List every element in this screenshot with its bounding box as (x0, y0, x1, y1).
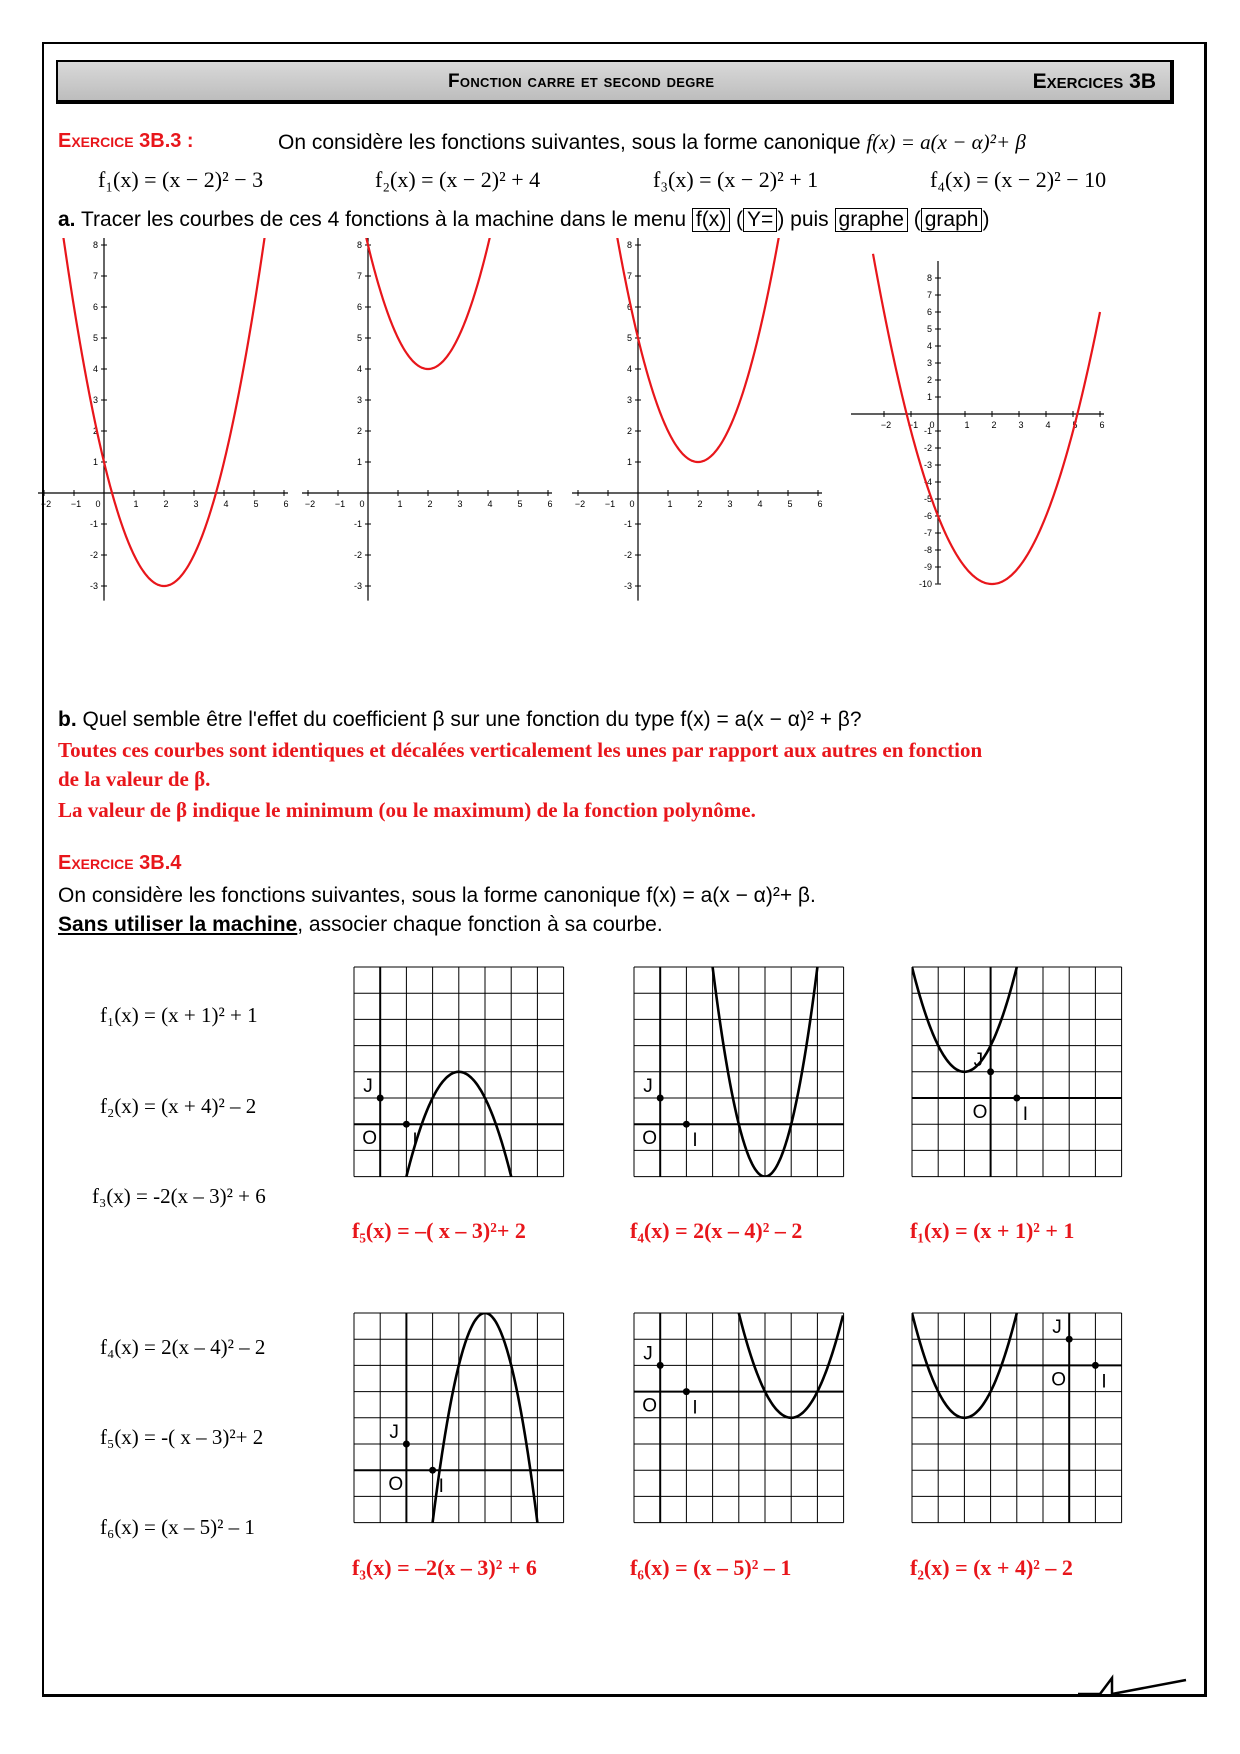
x-tick-label: 6 (817, 499, 823, 509)
label-j: J (363, 1076, 373, 1097)
y-tick-label: 3 (92, 395, 98, 405)
answer-line-2: de la valeur de β. (58, 767, 211, 791)
grid-graph-5 (634, 1275, 844, 1523)
y-tick-label: -1 (623, 519, 632, 529)
x-tick-label: 2 (991, 420, 997, 430)
y-tick-label: -9 (923, 562, 932, 572)
y-tick-label: -10 (918, 579, 932, 589)
y-tick-label: 1 (356, 457, 362, 467)
point-i (429, 1467, 436, 1474)
y-tick-label: -4 (923, 477, 932, 487)
part-b: b. Quel semble être l'effet du coefficient β sur une fonction du type f(x) = a(x − α)² + β? (58, 708, 862, 731)
key-graph: graph (921, 208, 983, 232)
x-tick-label: 0 (359, 499, 365, 509)
y-tick-label: 4 (926, 341, 932, 351)
key-y: Y= (743, 208, 777, 232)
ex2-function-f2: f₂(x) = (x + 4)² – 2 (100, 1094, 257, 1118)
y-tick-label: 8 (626, 240, 632, 250)
x-tick-label: 4 (487, 499, 493, 509)
x-tick-label: 3 (727, 499, 733, 509)
label-o: O (972, 1102, 988, 1123)
y-tick-label: 7 (92, 271, 98, 281)
y-tick-label: -6 (923, 511, 932, 521)
y-tick-label: 8 (926, 273, 932, 283)
y-tick-label: 2 (626, 426, 632, 436)
exercise-3b4-intro: On considère les fonctions suivantes, sous la forme canonique f(x) = a(x − α)²+ β. (58, 884, 816, 907)
function-f3: f₃(x) = (x − 2)² + 1 (653, 167, 819, 192)
y-tick-label: -2 (353, 550, 362, 560)
point-j (1066, 1336, 1073, 1343)
answer-line-3: La valeur de β indique le minimum (ou le maximum) de la fonction polynôme. (58, 798, 756, 822)
x-tick-label: 0 (95, 499, 101, 509)
y-tick-label: 8 (92, 240, 98, 250)
y-tick-label: -3 (923, 460, 932, 470)
point-i (1092, 1362, 1099, 1369)
point-j (657, 1095, 664, 1102)
x-tick-label: −2 (880, 420, 892, 430)
x-tick-label: 1 (667, 499, 673, 509)
x-tick-label: 1 (133, 499, 139, 509)
y-tick-label: -2 (89, 550, 98, 560)
x-tick-label: −1 (907, 420, 919, 430)
y-tick-label: -3 (89, 581, 98, 591)
x-tick-label: 5 (253, 499, 259, 509)
calc-graph-f2 (302, 238, 553, 601)
parabola-curve (730, 1275, 843, 1418)
calculator-graphs (0, 238, 1240, 698)
x-tick-label: 2 (163, 499, 169, 509)
y-tick-label: 1 (926, 392, 932, 402)
label-o: O (362, 1128, 377, 1150)
answer-graph-2: f₄(x) = 2(x – 4)² – 2 (630, 1218, 803, 1243)
y-tick-label: 3 (626, 395, 632, 405)
function-f2: f₂(x) = (x − 2)² + 4 (375, 167, 541, 192)
y-tick-label: 1 (626, 457, 632, 467)
label-o: O (642, 1128, 657, 1150)
grid-graphs (0, 950, 1240, 1550)
y-tick-label: 2 (356, 426, 362, 436)
label-j: J (643, 1076, 653, 1097)
part-b-label: b. (58, 708, 77, 731)
grid-graph-2 (634, 950, 844, 1177)
label-i: I (412, 1130, 418, 1152)
y-tick-label: 6 (626, 302, 632, 312)
y-tick-label: -3 (623, 581, 632, 591)
answer-graph-4: f₃(x) = –2(x – 3)² + 6 (352, 1555, 537, 1580)
calc-graph-f3 (572, 238, 823, 601)
x-tick-label: 2 (697, 499, 703, 509)
y-tick-label: 4 (626, 364, 632, 374)
x-tick-label: 6 (1099, 420, 1105, 430)
y-tick-label: -8 (923, 545, 932, 555)
header-title: Fonction carre et second degre (448, 71, 715, 92)
x-tick-label: 3 (193, 499, 199, 509)
y-tick-label: 4 (92, 364, 98, 374)
answer-graph-5: f₆(x) = (x – 5)² – 1 (630, 1555, 792, 1580)
x-tick-label: 5 (787, 499, 793, 509)
parabola-curve (61, 238, 267, 586)
answer-graph-1: f₅(x) = –( x – 3)²+ 2 (352, 1218, 526, 1243)
x-tick-label: −2 (40, 499, 52, 509)
x-tick-label: 4 (223, 499, 229, 509)
label-o: O (642, 1395, 657, 1417)
label-i: I (692, 1397, 698, 1419)
x-tick-label: 5 (1072, 420, 1078, 430)
ex2-function-f3: f₃(x) = -2(x – 3)² + 6 (92, 1184, 266, 1208)
x-tick-label: 6 (283, 499, 289, 509)
parabola-curve (614, 238, 782, 462)
ex2-function-f1: f₁(x) = (x + 1)² + 1 (100, 1003, 258, 1027)
x-tick-label: 6 (547, 499, 553, 509)
point-i (403, 1121, 410, 1128)
key-graphe: graphe (835, 208, 908, 232)
ex2-function-f4: f₄(x) = 2(x – 4)² – 2 (100, 1335, 266, 1359)
exercise-3b4-title: Exercice 3B.4 (58, 852, 182, 874)
x-tick-label: 1 (397, 499, 403, 509)
part-a-label: a. (58, 208, 76, 231)
page-corner-mark (1078, 1674, 1188, 1696)
y-tick-label: 7 (626, 271, 632, 281)
grid-graph-1 (354, 967, 564, 1215)
y-tick-label: 2 (926, 375, 932, 385)
exercise-3b3-intro: On considère les fonctions suivantes, sous la forme canonique f(x) = a(x − α)²+ β (278, 130, 1026, 154)
label-j: J (973, 1049, 984, 1071)
y-tick-label: 4 (356, 364, 362, 374)
label-i: I (438, 1476, 444, 1498)
ex2-function-f5: f₅(x) = -( x – 3)²+ 2 (100, 1425, 264, 1449)
label-i: I (1022, 1104, 1029, 1125)
function-f1: f₁(x) = (x − 2)² − 3 (98, 167, 264, 192)
calc-graph-f4 (851, 254, 1105, 589)
grid-graph-3 (912, 950, 1122, 1177)
point-j (403, 1441, 410, 1448)
y-tick-label: 5 (926, 324, 932, 334)
y-tick-label: 7 (356, 271, 362, 281)
label-i: I (1101, 1371, 1107, 1393)
y-tick-label: 6 (92, 302, 98, 312)
y-tick-label: 5 (356, 333, 362, 343)
x-tick-label: 3 (457, 499, 463, 509)
y-tick-label: 3 (926, 358, 932, 368)
y-tick-label: -1 (89, 519, 98, 529)
y-tick-label: -3 (353, 581, 362, 591)
y-tick-label: 5 (92, 333, 98, 343)
x-tick-label: −2 (574, 499, 586, 509)
label-j: J (643, 1343, 653, 1365)
x-tick-label: 5 (517, 499, 523, 509)
answer-graph-6: f₂(x) = (x + 4)² – 2 (910, 1555, 1073, 1580)
answer-line-1: Toutes ces courbes sont identiques et décalées verticalement les unes par rapport aux autres en fonction (58, 738, 983, 762)
y-tick-label: 3 (356, 395, 362, 405)
x-tick-label: 3 (1018, 420, 1024, 430)
ex2-function-f6: f₆(x) = (x – 5)² – 1 (100, 1515, 255, 1539)
label-j: J (1052, 1317, 1062, 1339)
header-exercises: Exercices 3B (1032, 70, 1156, 93)
x-tick-label: 4 (757, 499, 763, 509)
y-tick-label: -1 (353, 519, 362, 529)
x-tick-label: −1 (604, 499, 616, 509)
x-tick-label: −1 (334, 499, 346, 509)
x-tick-label: 2 (427, 499, 433, 509)
canonical-form: f(x) = a(x − α)²+ β (866, 130, 1026, 154)
x-tick-label: −1 (70, 499, 82, 509)
y-tick-label: 5 (626, 333, 632, 343)
point-j (377, 1095, 384, 1102)
y-tick-label: -2 (623, 550, 632, 560)
grid-graph-6 (912, 1278, 1122, 1523)
x-tick-label: 1 (964, 420, 970, 430)
function-f4: f₄(x) = (x − 2)² − 10 (930, 167, 1107, 192)
label-o: O (388, 1474, 404, 1496)
y-tick-label: 1 (92, 457, 98, 467)
y-tick-label: 6 (356, 302, 362, 312)
x-tick-label: 0 (629, 499, 635, 509)
point-j (987, 1068, 994, 1075)
y-tick-label: -1 (923, 426, 932, 436)
answer-graph-3: f₁(x) = (x + 1)² + 1 (910, 1218, 1075, 1243)
label-i: I (692, 1130, 698, 1152)
y-tick-label: 6 (926, 307, 932, 317)
parabola-curve (912, 950, 1025, 1072)
parabola-curve (873, 254, 1100, 584)
page-header (56, 60, 1174, 104)
parabola-curve (912, 1278, 1025, 1418)
key-fx: f(x) (692, 208, 730, 232)
parabola-curve (362, 238, 494, 369)
x-tick-label: −2 (304, 499, 316, 509)
label-j: J (389, 1422, 399, 1443)
y-tick-label: 7 (926, 290, 932, 300)
y-tick-label: -5 (923, 494, 932, 504)
label-o: O (1051, 1369, 1066, 1391)
exercise-3b3-title: Exercice 3B.3 : (58, 130, 194, 152)
grid-graph-4 (354, 1313, 564, 1550)
point-i (1013, 1095, 1020, 1102)
calc-graph-f1 (38, 238, 289, 601)
x-tick-label: 0 (929, 420, 935, 430)
x-tick-label: 4 (1045, 420, 1051, 430)
exercise-3b4-instruction: Sans utiliser la machine, associer chaque fonction à sa courbe. (58, 913, 663, 936)
instruction-bold: Sans utiliser la machine (58, 913, 298, 936)
point-i (683, 1388, 690, 1395)
y-tick-label: 8 (356, 240, 362, 250)
y-tick-label: 2 (92, 426, 98, 436)
y-tick-label: -7 (923, 528, 932, 538)
point-i (683, 1121, 690, 1128)
part-a: a. Tracer les courbes de ces 4 fonctions à la machine dans le menu f(x) ( Y= ) puis graphe ( graph ) (58, 208, 990, 231)
y-tick-label: -2 (923, 443, 932, 453)
point-j (657, 1362, 664, 1369)
